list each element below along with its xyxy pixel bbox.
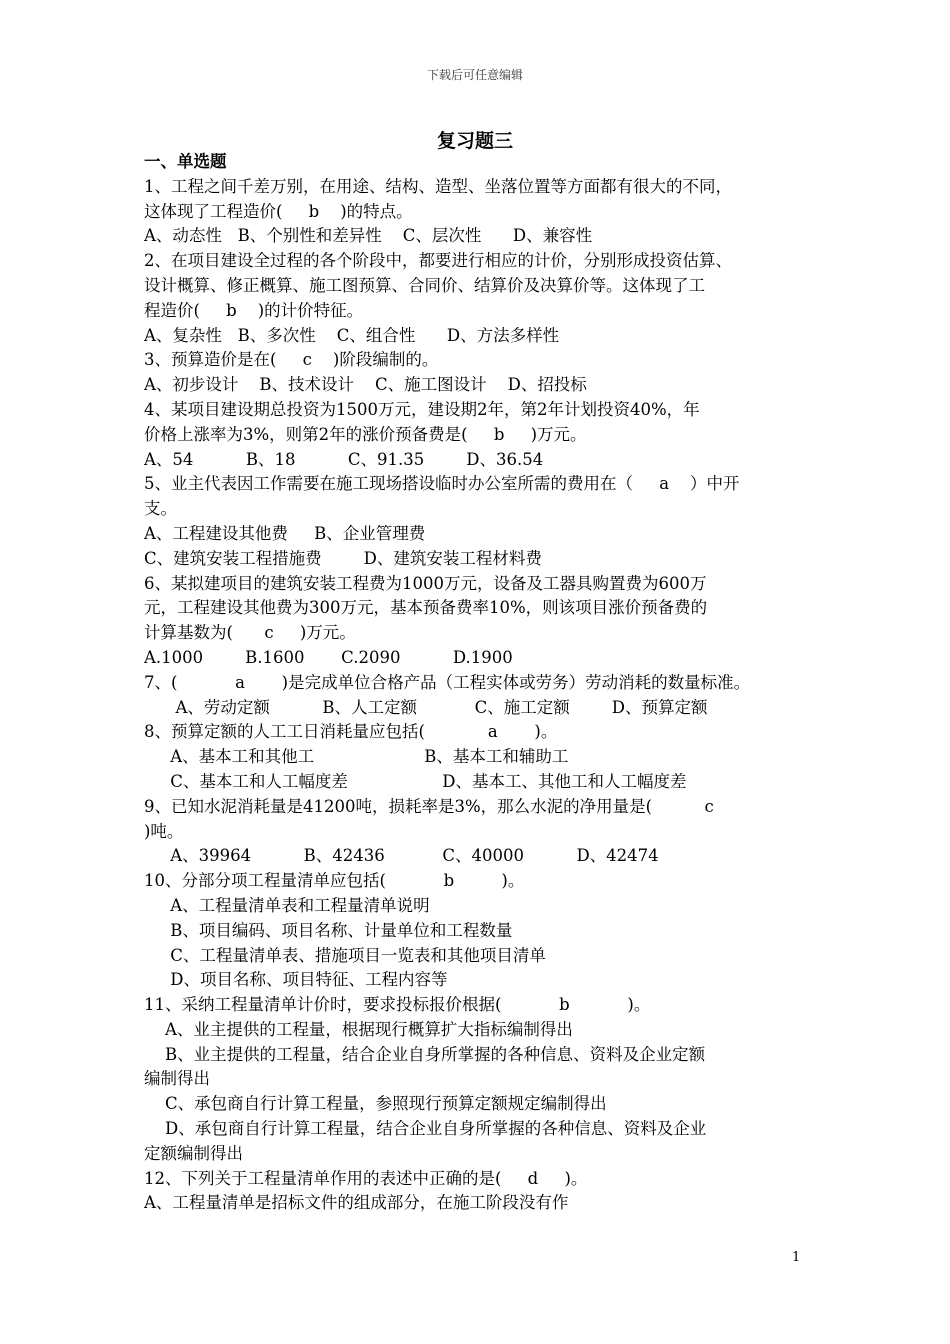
text-line: A、业主提供的工程量，根据现行概算扩大指标编制得出 [144,1019,573,1039]
text-line: 5、业主代表因工作需要在施工现场搭设临时办公室所需的费用在（ a ）中开 [144,474,740,494]
text-line: 2、在项目建设全过程的各个阶段中，都要进行相应的计价，分别形成投资估算、 [144,251,732,271]
text-line: 6、某拟建项目的建筑安装工程费为1000万元，设备及工器具购置费为600万 [144,573,707,593]
text-line: A、54 B、18 C、91.35 D、36.54 [144,449,544,469]
text-line: D、承包商自行计算工程量，结合企业自身所掌握的各种信息、资料及企业 [144,1119,707,1139]
text-line: 程造价( b )的计价特征。 [144,300,364,320]
text-line: A、工程建设其他费 B、企业管理费 [144,523,426,543]
page-number: 1 [792,1250,801,1265]
text-line: 7、( a )是完成单位合格产品（工程实体或劳务）劳动消耗的数量标准。 [144,672,751,692]
text-line: 11、采纳工程量清单计价时，要求投标报价根据( b )。 [144,995,651,1015]
header-note: 下载后可任意编辑 [426,68,523,82]
text-line: C、建筑安装工程措施费 D、建筑安装工程材料费 [144,548,542,568]
text-line: B、项目编码、项目名称、计量单位和工程数量 [144,920,513,940]
text-line: A、初步设计 B、技术设计 C、施工图设计 D、招投标 [144,375,587,395]
text-line: 计算基数为( c )万元。 [144,623,356,643]
text-line: A、工程量清单是招标文件的组成部分，在施工阶段没有作 [144,1193,569,1213]
text-line: 设计概算、修正概算、施工图预算、合同价、结算价及决算价等。这体现了工 [144,275,705,295]
text-line: 编制得出 [144,1069,210,1089]
text-line: 这体现了工程造价( b )的特点。 [144,201,413,221]
text-line: A、复杂性 B、多次性 C、组合性 D、方法多样性 [144,325,560,345]
text-line: A、劳动定额 B、人工定额 C、施工定额 D、预算定额 [144,697,708,717]
text-line: 9、已知水泥消耗量是41200吨，损耗率是3%，那么水泥的净用量是( c [144,796,714,816]
text-line: C、基本工和人工幅度差 D、基本工、其他工和人工幅度差 [144,771,687,791]
text-line: 3、预算造价是在( c )阶段编制的。 [144,350,439,370]
text-line: 价格上涨率为3%，则第2年的涨价预备费是( b )万元。 [144,424,587,444]
text-line: B、业主提供的工程量，结合企业自身所掌握的各种信息、资料及企业定额 [144,1044,706,1064]
text-line: A、工程量清单表和工程量清单说明 [144,895,430,915]
question-lines [144,175,812,1216]
text-line: A.1000 B.1600 C.2090 D.1900 [144,647,513,667]
text-line: A、基本工和其他工 B、基本工和辅助工 [144,747,569,767]
text-line: )吨。 [144,821,184,841]
text-line: C、工程量清单表、措施项目一览表和其他项目清单 [144,945,546,965]
text-line: A、动态性 B、个别性和差异性 C、层次性 D、兼容性 [144,226,593,246]
section-heading: 一、单选题 [144,152,227,171]
text-line: 4、某项目建设期总投资为1500万元，建设期2年，第2年计划投资40%，年 [144,399,700,419]
text-line: 1、工程之间千差万别，在用途、结构、造型、坐落位置等方面都有很大的不同， [144,176,732,196]
text-line: C、承包商自行计算工程量，参照现行预算定额规定编制得出 [144,1094,607,1114]
text-line: 定额编制得出 [144,1143,243,1163]
text-line: 10、分部分项工程量清单应包括( b )。 [144,871,525,891]
text-line: 8、预算定额的人工工日消耗量应包括( a )。 [144,722,558,742]
text-line: D、项目名称、项目特征、工程内容等 [144,970,448,990]
text-line: 支。 [144,499,177,519]
page-title: 复习题三 [436,130,513,152]
document-body [144,150,812,1216]
text-line: 12、下列关于工程量清单作用的表述中正确的是( d )。 [144,1168,588,1188]
text-line: A、39964 B、42436 C、40000 D、42474 [144,846,659,866]
text-line: 元，工程建设其他费为300万元，基本预备费率10%，则该项目涨价预备费的 [144,598,708,618]
